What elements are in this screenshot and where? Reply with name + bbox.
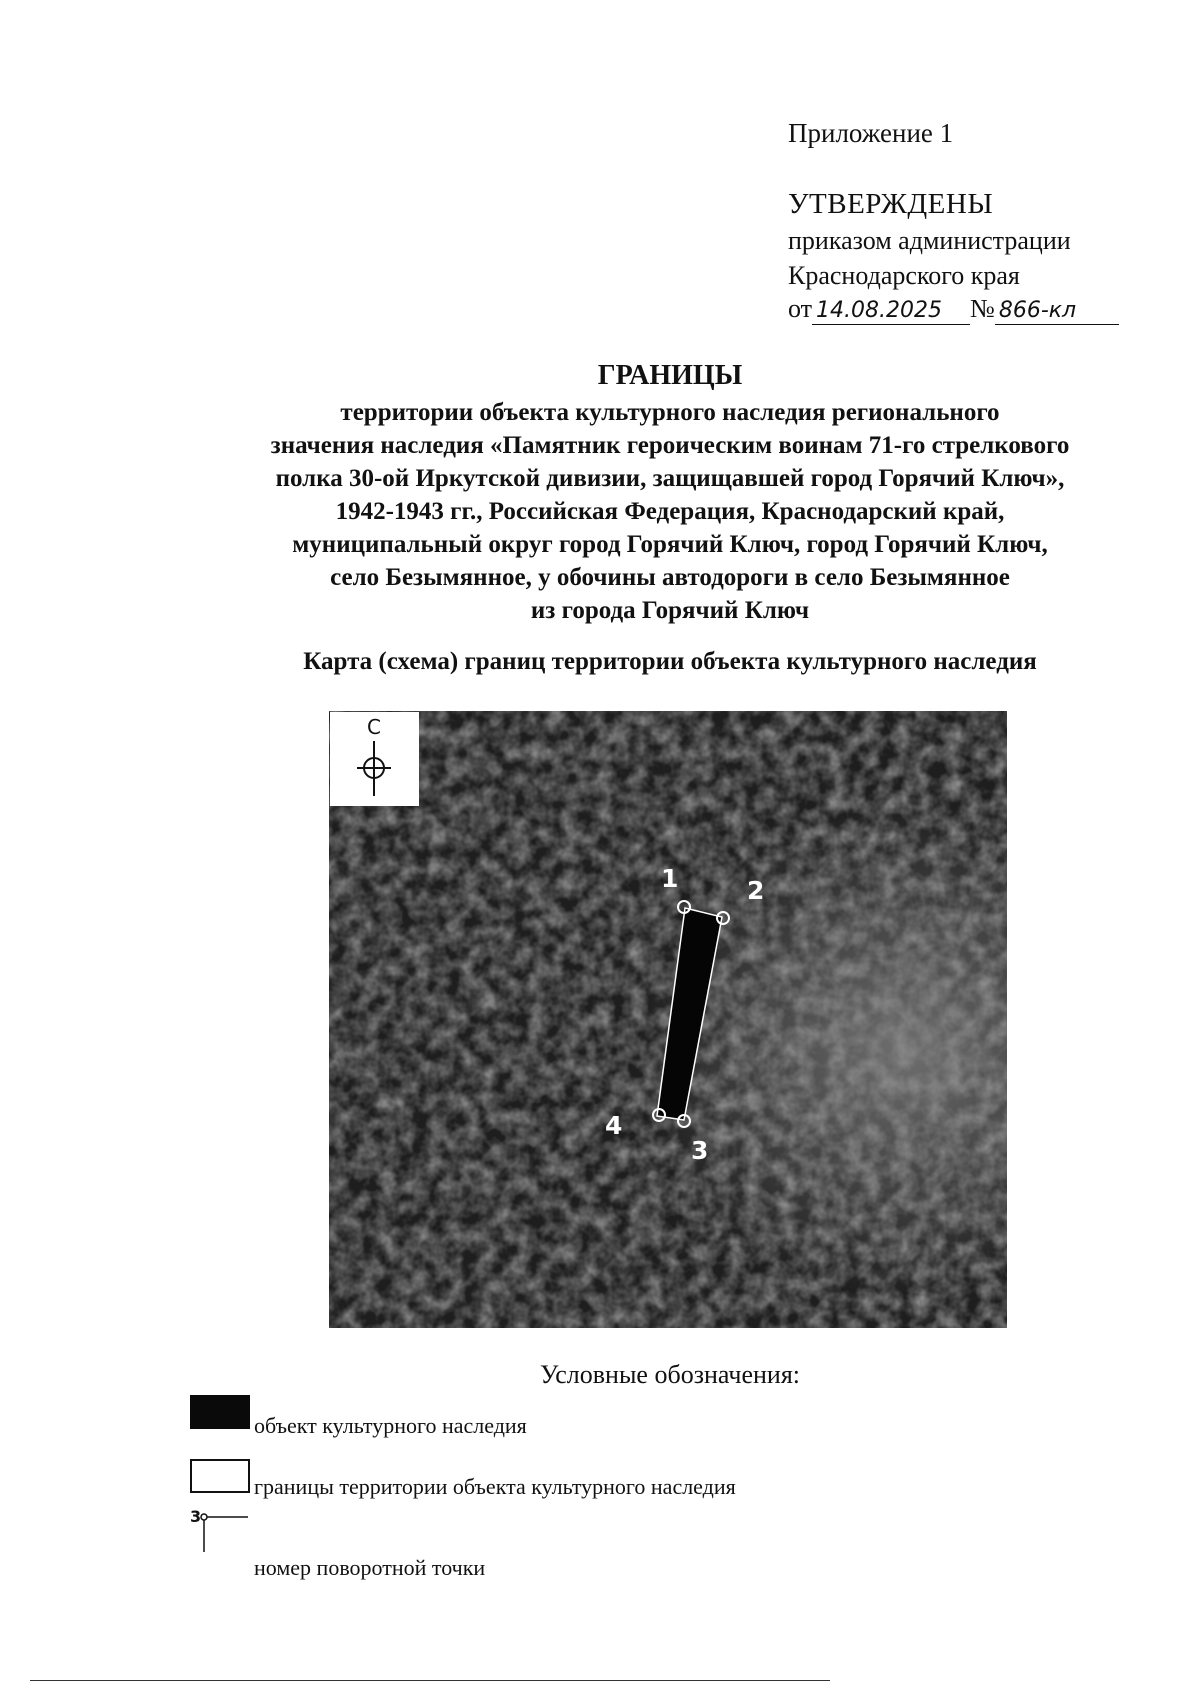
point-label-3: 3 <box>691 1136 709 1165</box>
footer-divider <box>30 1680 830 1681</box>
map-light-area <box>329 711 1007 1328</box>
subtitle-line: полка 30-ой Иркутской дивизии, защищавшей город Горячий Ключ», <box>275 465 1065 492</box>
legend-point-number: 3 <box>190 1507 202 1526</box>
approved-by-line: приказом администрации <box>788 226 1071 255</box>
legend-boundary-label: границы территории объекта культурного наследия <box>254 1474 736 1499</box>
legend-point-label: номер поворотной точки <box>254 1555 486 1580</box>
subtitle-line: село Безымянное, у обочины автодороги в село Безымянное <box>330 564 1010 591</box>
turning-point-legend-icon <box>190 1500 254 1556</box>
order-date: 14.08.2025 <box>812 298 970 325</box>
order-number: 866-кл <box>995 298 1119 325</box>
document-title: ГРАНИЦЫ <box>597 360 743 391</box>
order-date-line <box>788 294 1119 325</box>
subtitle-line: 1942-1943 гг., Российская Федерация, Краснодарский край, <box>335 498 1005 525</box>
number-prefix: № <box>970 294 995 323</box>
appendix-label: Приложение 1 <box>788 118 954 148</box>
date-prefix: от <box>788 294 813 323</box>
subtitle-line: из города Горячий Ключ <box>530 597 810 624</box>
subtitle-line: муниципальный округ город Горячий Ключ, город Горячий Ключ, <box>292 531 1048 558</box>
boundary-map <box>329 711 1007 1328</box>
subtitle-line: значения наследия «Памятник героическим воинам 71-го стрелкового <box>270 432 1070 459</box>
approved-heading: УТВЕРЖДЕНЫ <box>788 188 994 220</box>
legend-title: Условные обозначения: <box>539 1360 801 1389</box>
point-label-1: 1 <box>661 864 679 893</box>
legend-object-label: объект культурного наследия <box>254 1413 527 1438</box>
subtitle-line: территории объекта культурного наследия регионального <box>340 399 1000 426</box>
point-label-2: 2 <box>747 876 765 905</box>
legend-object-swatch <box>190 1395 250 1429</box>
legend-boundary-swatch <box>190 1459 250 1493</box>
north-label: С <box>367 715 381 739</box>
north-arrow <box>330 712 419 806</box>
point-label-4: 4 <box>605 1111 623 1140</box>
approved-region-line: Краснодарского края <box>788 261 1020 290</box>
document-subtitle <box>180 396 1160 627</box>
map-caption: Карта (схема) границ территории объекта культурного наследия <box>303 648 1037 675</box>
